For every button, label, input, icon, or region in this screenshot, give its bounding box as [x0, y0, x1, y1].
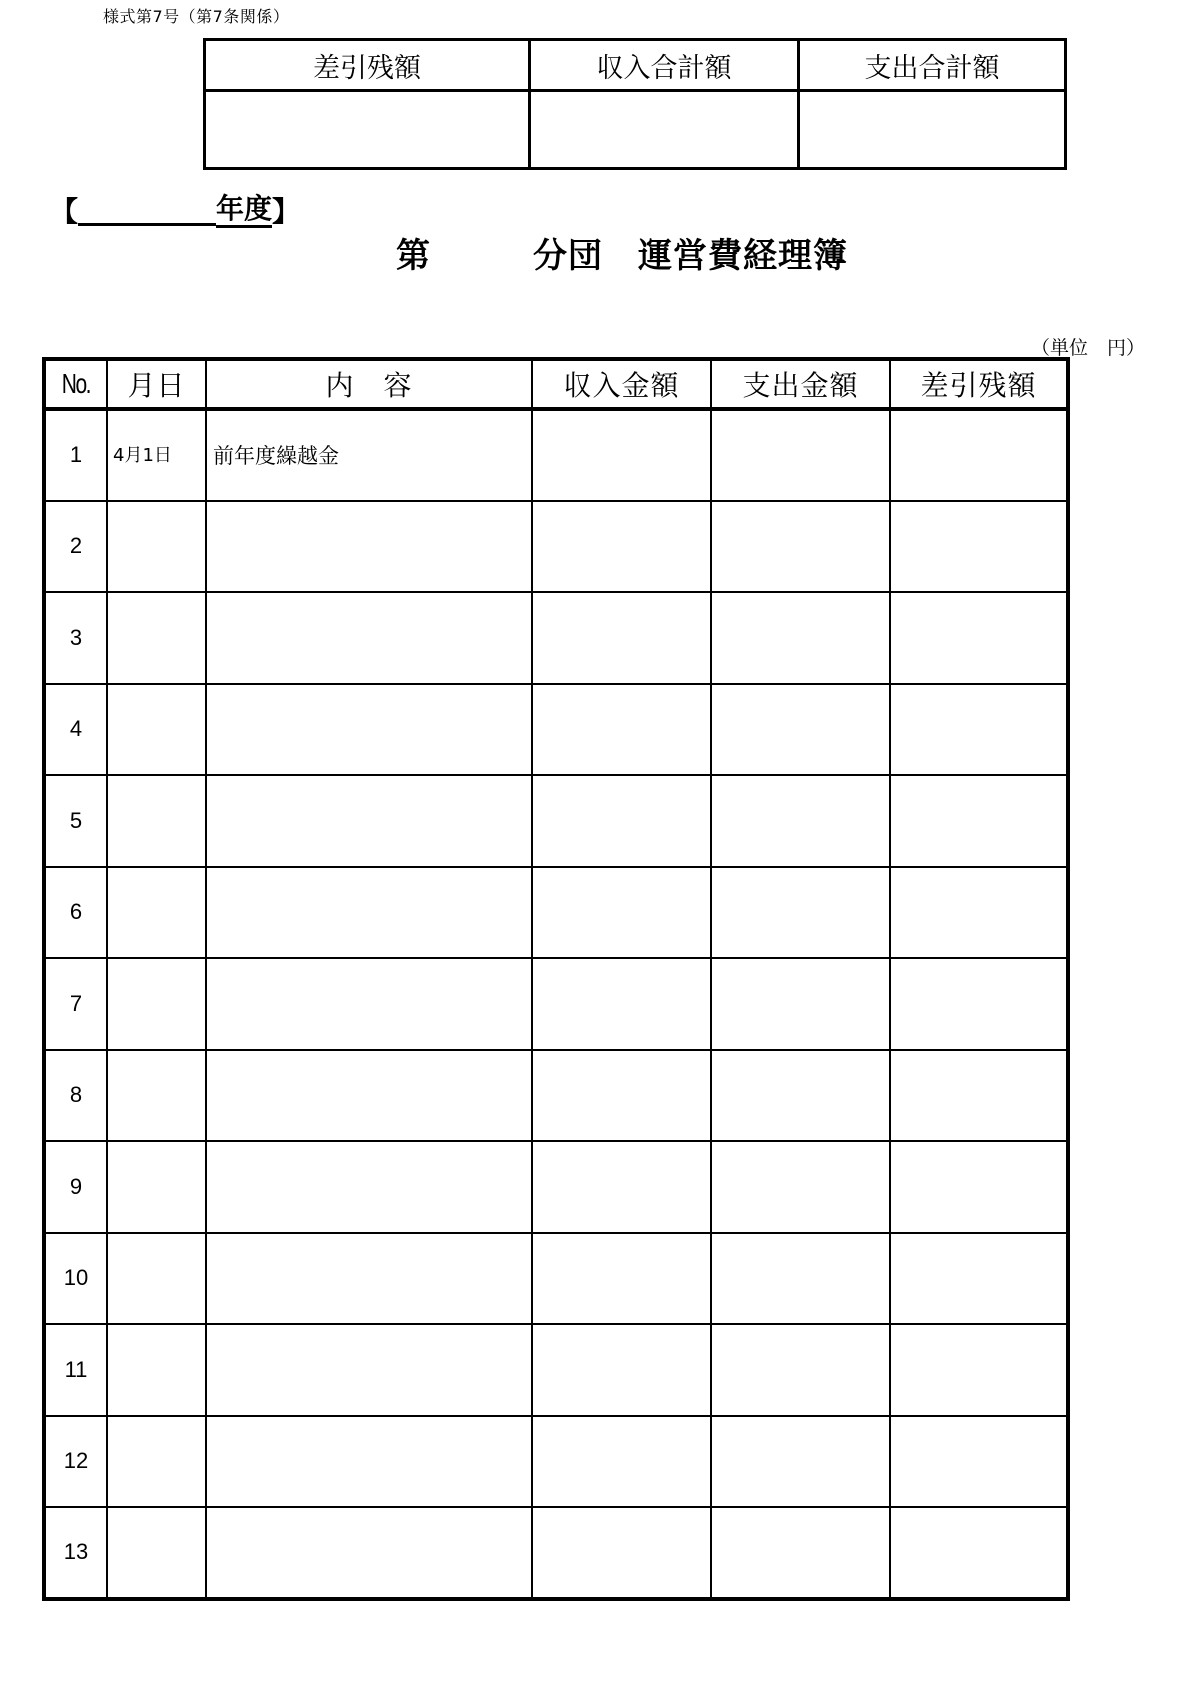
- income-cell[interactable]: [532, 409, 711, 501]
- ledger-header-row: [44, 359, 1068, 409]
- summary-header-income-total: 収入合計額: [530, 40, 799, 91]
- description-cell[interactable]: [206, 1141, 532, 1233]
- title-suffix: 分団 運営費経理簿: [533, 236, 848, 276]
- form-number: 様式第7号（第7条関係）: [103, 7, 290, 26]
- expense-cell[interactable]: [711, 1233, 890, 1325]
- description-cell[interactable]: [206, 501, 532, 593]
- date-cell[interactable]: [107, 1233, 206, 1325]
- balance-cell[interactable]: [890, 501, 1068, 593]
- income-cell[interactable]: [532, 1141, 711, 1233]
- balance-cell[interactable]: [890, 1141, 1068, 1233]
- table-row: [44, 1233, 1068, 1325]
- fiscal-year-field[interactable]: [78, 194, 216, 226]
- expense-cell[interactable]: [711, 684, 890, 776]
- summary-header-expense-total: 支出合計額: [799, 40, 1066, 91]
- income-cell[interactable]: [532, 867, 711, 959]
- expense-cell[interactable]: [711, 1416, 890, 1508]
- table-row: [44, 1416, 1068, 1508]
- row-number: 9: [44, 1141, 107, 1233]
- row-number: 5: [44, 775, 107, 867]
- fiscal-year-label: [50, 193, 300, 228]
- table-row: [44, 1141, 1068, 1233]
- description-cell[interactable]: [206, 684, 532, 776]
- table-row: [44, 775, 1068, 867]
- balance-cell[interactable]: [890, 1233, 1068, 1325]
- date-cell[interactable]: [107, 867, 206, 959]
- balance-cell[interactable]: [890, 958, 1068, 1050]
- description-cell[interactable]: [206, 958, 532, 1050]
- branch-number-field[interactable]: [440, 228, 525, 268]
- income-cell[interactable]: [532, 1507, 711, 1599]
- date-cell[interactable]: [107, 1416, 206, 1508]
- row-number: 12: [44, 1416, 107, 1508]
- income-cell[interactable]: [532, 684, 711, 776]
- description-cell[interactable]: [206, 775, 532, 867]
- expense-cell[interactable]: [711, 775, 890, 867]
- expense-cell[interactable]: [711, 1324, 890, 1416]
- date-cell[interactable]: [107, 1507, 206, 1599]
- income-cell[interactable]: [532, 775, 711, 867]
- summary-header-row: [205, 40, 1066, 91]
- date-cell[interactable]: [107, 958, 206, 1050]
- date-cell[interactable]: [107, 592, 206, 684]
- table-row: [44, 501, 1068, 593]
- row-number: 8: [44, 1050, 107, 1142]
- summary-table: [203, 38, 1067, 170]
- date-cell[interactable]: [107, 684, 206, 776]
- row-number: 11: [44, 1324, 107, 1416]
- income-cell[interactable]: [532, 1233, 711, 1325]
- row-number: 10: [44, 1233, 107, 1325]
- description-cell[interactable]: [206, 1324, 532, 1416]
- table-row: [44, 1050, 1068, 1142]
- expense-cell[interactable]: [711, 501, 890, 593]
- expense-cell[interactable]: [711, 1141, 890, 1233]
- table-row: [44, 592, 1068, 684]
- header-expense: 支出金額: [711, 359, 890, 409]
- balance-cell[interactable]: [890, 409, 1068, 501]
- expense-cell[interactable]: [711, 867, 890, 959]
- income-cell[interactable]: [532, 501, 711, 593]
- fiscal-year-suffix: 年度: [216, 193, 272, 228]
- title-prefix: 第: [396, 236, 430, 276]
- summary-income-total-field[interactable]: [530, 91, 799, 169]
- income-cell[interactable]: [532, 1416, 711, 1508]
- date-cell[interactable]: [107, 1050, 206, 1142]
- income-cell[interactable]: [532, 1324, 711, 1416]
- expense-cell[interactable]: [711, 409, 890, 501]
- income-cell[interactable]: [532, 958, 711, 1050]
- summary-balance-field[interactable]: [205, 91, 530, 169]
- expense-cell[interactable]: [711, 958, 890, 1050]
- row-number: 2: [44, 501, 107, 593]
- ledger-body: [44, 409, 1068, 1599]
- row-number: 4: [44, 684, 107, 776]
- description-cell[interactable]: [206, 592, 532, 684]
- balance-cell[interactable]: [890, 684, 1068, 776]
- row-number: 13: [44, 1507, 107, 1599]
- date-cell[interactable]: [107, 1141, 206, 1233]
- date-cell[interactable]: [107, 501, 206, 593]
- row-number: 1: [44, 409, 107, 501]
- balance-cell[interactable]: [890, 867, 1068, 959]
- balance-cell[interactable]: [890, 1507, 1068, 1599]
- balance-cell[interactable]: [890, 1416, 1068, 1508]
- ledger-table: [42, 357, 1070, 1601]
- summary-expense-total-field[interactable]: [799, 91, 1066, 169]
- table-row: [44, 1507, 1068, 1599]
- income-cell[interactable]: [532, 592, 711, 684]
- description-cell[interactable]: [206, 867, 532, 959]
- expense-cell[interactable]: [711, 1050, 890, 1142]
- header-balance: 差引残額: [890, 359, 1068, 409]
- description-cell[interactable]: [206, 1416, 532, 1508]
- summary-header-balance: 差引残額: [205, 40, 530, 91]
- balance-cell[interactable]: [890, 1050, 1068, 1142]
- table-row: [44, 1324, 1068, 1416]
- balance-cell[interactable]: [890, 1324, 1068, 1416]
- balance-cell[interactable]: [890, 592, 1068, 684]
- row-number: 6: [44, 867, 107, 959]
- table-row: [44, 867, 1068, 959]
- table-row: [44, 684, 1068, 776]
- open-bracket: 【: [50, 195, 79, 228]
- date-cell[interactable]: [107, 775, 206, 867]
- header-description: 内 容: [206, 359, 532, 409]
- close-bracket: 】: [272, 195, 301, 228]
- description-cell[interactable]: 前年度繰越金: [206, 409, 532, 501]
- balance-cell[interactable]: [890, 775, 1068, 867]
- summary-value-row: [205, 91, 1066, 169]
- row-number: 7: [44, 958, 107, 1050]
- income-cell[interactable]: [532, 1050, 711, 1142]
- header-income: 収入金額: [532, 359, 711, 409]
- expense-cell[interactable]: [711, 592, 890, 684]
- description-cell[interactable]: [206, 1233, 532, 1325]
- header-no: No.: [52, 359, 99, 409]
- table-row: [44, 409, 1068, 501]
- date-cell[interactable]: 4月1日: [107, 409, 206, 501]
- table-row: [44, 958, 1068, 1050]
- unit-note: （単位 円）: [1031, 337, 1146, 359]
- row-number: 3: [44, 592, 107, 684]
- description-cell[interactable]: [206, 1507, 532, 1599]
- expense-cell[interactable]: [711, 1507, 890, 1599]
- header-date: 月日: [107, 359, 206, 409]
- description-cell[interactable]: [206, 1050, 532, 1142]
- date-cell[interactable]: [107, 1324, 206, 1416]
